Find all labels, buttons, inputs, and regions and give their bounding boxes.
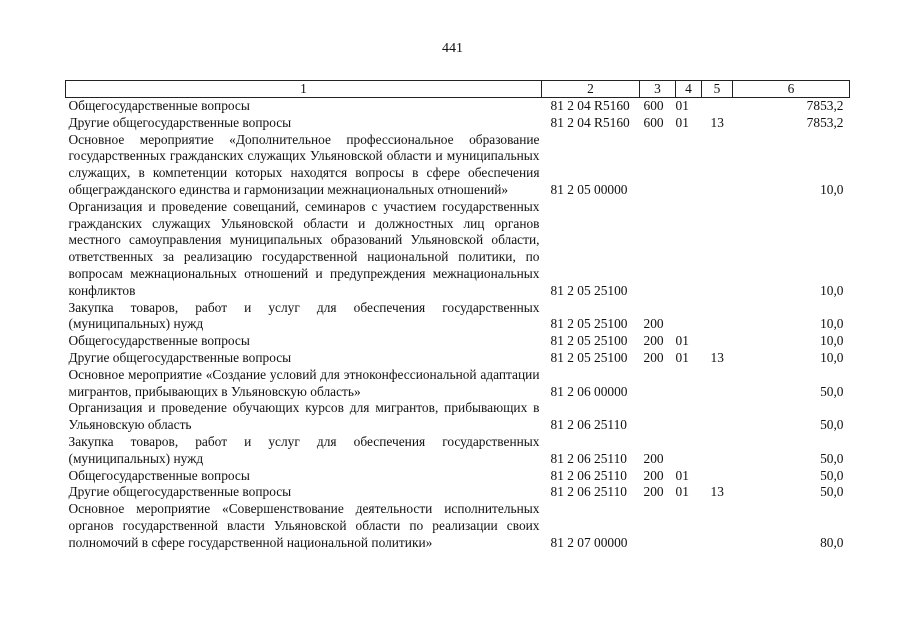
row-name: Другие общегосударственные вопросы — [68, 349, 292, 365]
row-sum: 10,0 — [820, 316, 844, 332]
row-subsection — [702, 400, 733, 434]
row-name: Другие общегосударственные вопросы — [68, 114, 292, 130]
row-sum: 10,0 — [820, 282, 844, 298]
row-section: 01 — [675, 114, 689, 130]
table-row — [66, 98, 850, 115]
row-name: Общегосударственные вопросы — [68, 98, 250, 113]
table-row — [66, 333, 850, 350]
row-section — [676, 132, 702, 199]
row-section: 01 — [675, 484, 689, 500]
table-body — [66, 98, 850, 552]
row-name: Основное мероприятие «Создание условий для этноконфессиональной адаптации мигрантов, прибывающих в Ульяновскую область» — [68, 366, 540, 399]
row-expense-type — [640, 199, 676, 300]
row-code: 81 2 04 R5160 — [550, 98, 630, 113]
row-sum: 7853,2 — [806, 114, 844, 130]
row-sum: 50,0 — [820, 484, 844, 500]
row-subsection — [702, 199, 733, 300]
column-header-sum: 6 — [733, 81, 850, 98]
row-section — [676, 400, 702, 434]
column-header-name: 1 — [66, 81, 542, 98]
row-name: Общегосударственные вопросы — [68, 333, 250, 349]
row-code: 81 2 07 00000 — [550, 534, 628, 550]
row-name: Общегосударственные вопросы — [68, 467, 250, 483]
row-subsection — [702, 367, 733, 401]
row-expense-type: 200 — [643, 450, 664, 466]
row-code: 81 2 06 25110 — [550, 417, 627, 433]
table-row — [66, 434, 850, 468]
row-name: Закупка товаров, работ и услуг для обеспечения государственных (муниципальных) нужд — [68, 299, 540, 332]
row-name: Организация и проведение совещаний, семинаров с участием государственных гражданских служащих Ульяновской области и должностных лиц органов местного самоуправления муниципальных образований Ульяновской области, ответственных за реализацию государственной национальной политики, по вопросам межнациональных отношений и предупреждения межнациональных конфликтов — [68, 198, 540, 298]
row-code: 81 2 06 00000 — [550, 383, 628, 399]
row-subsection — [702, 300, 733, 334]
table-row — [66, 468, 850, 485]
row-section: 01 — [675, 467, 689, 483]
row-expense-type: 200 — [643, 467, 664, 483]
row-code: 81 2 04 R5160 — [550, 114, 630, 130]
row-sum: 80,0 — [820, 534, 844, 550]
row-sum: 7853,2 — [806, 98, 844, 113]
row-code: 81 2 06 25110 — [550, 484, 627, 500]
row-expense-type: 200 — [643, 316, 664, 332]
row-expense-type — [640, 367, 676, 401]
column-header-code: 2 — [542, 81, 640, 98]
row-expense-type: 200 — [643, 333, 664, 349]
row-section — [676, 300, 702, 334]
row-subsection — [702, 98, 733, 115]
row-sum: 10,0 — [820, 349, 844, 365]
row-code: 81 2 06 25110 — [550, 450, 627, 466]
row-sum: 50,0 — [820, 383, 844, 399]
row-expense-type — [640, 501, 676, 551]
table-row — [66, 501, 850, 551]
row-code: 81 2 05 25100 — [550, 282, 628, 298]
page-number: 441 — [442, 41, 463, 56]
row-expense-type: 600 — [643, 114, 664, 130]
row-section — [676, 501, 702, 551]
table-row — [66, 132, 850, 199]
row-section — [676, 367, 702, 401]
row-subsection — [702, 333, 733, 350]
row-expense-type — [640, 132, 676, 199]
row-name: Закупка товаров, работ и услуг для обеспечения государственных (муниципальных) нужд — [68, 433, 540, 466]
row-code: 81 2 05 25100 — [550, 333, 628, 349]
table-header — [66, 81, 850, 98]
row-subsection — [702, 501, 733, 551]
row-subsection — [702, 468, 733, 485]
row-section — [676, 434, 702, 468]
row-expense-type: 200 — [643, 484, 664, 500]
table-row — [66, 350, 850, 367]
row-section: 01 — [675, 333, 689, 349]
row-sum: 50,0 — [820, 417, 844, 433]
row-section — [676, 199, 702, 300]
row-expense-type — [640, 400, 676, 434]
row-subsection — [702, 132, 733, 199]
column-header-pr: 5 — [702, 81, 733, 98]
row-sum: 10,0 — [820, 181, 844, 197]
table-row — [66, 115, 850, 132]
row-name: Организация и проведение обучающих курсов для мигрантов, прибывающих в Ульяновскую область — [68, 400, 540, 433]
row-expense-type: 600 — [643, 98, 664, 113]
row-subsection: 13 — [710, 114, 724, 130]
header-row — [66, 81, 850, 98]
row-sum: 50,0 — [820, 450, 844, 466]
table-row — [66, 300, 850, 334]
row-section: 01 — [675, 98, 689, 113]
row-subsection: 13 — [710, 484, 724, 500]
row-code: 81 2 05 25100 — [550, 349, 628, 365]
row-code: 81 2 06 25110 — [550, 467, 627, 483]
table-row — [66, 484, 850, 501]
row-code: 81 2 05 25100 — [550, 316, 628, 332]
row-section: 01 — [675, 349, 689, 365]
row-code: 81 2 05 00000 — [550, 181, 628, 197]
table-row — [66, 367, 850, 401]
table-row — [66, 199, 850, 300]
column-header-vr: 3 — [640, 81, 676, 98]
table-row — [66, 400, 850, 434]
row-subsection — [702, 434, 733, 468]
column-header-rz: 4 — [676, 81, 702, 98]
row-subsection: 13 — [710, 349, 724, 365]
budget-table — [65, 80, 850, 552]
row-expense-type: 200 — [643, 349, 664, 365]
row-sum: 50,0 — [820, 467, 844, 483]
row-name: Другие общегосударственные вопросы — [68, 484, 292, 500]
row-name: Основное мероприятие «Дополнительное профессиональное образование государственных гражданских служащих Ульяновской области и муниципальных служащих, в компетенции которых находятся вопросы в сфере обеспечения общегражданского единства и гармонизации межнациональных отношений» — [68, 131, 540, 197]
row-sum: 10,0 — [820, 333, 844, 349]
row-name: Основное мероприятие «Совершенствование деятельности исполнительных органов государственной власти Ульяновской области по реализации своих полномочий в сфере государственной национальной политики» — [68, 501, 540, 550]
